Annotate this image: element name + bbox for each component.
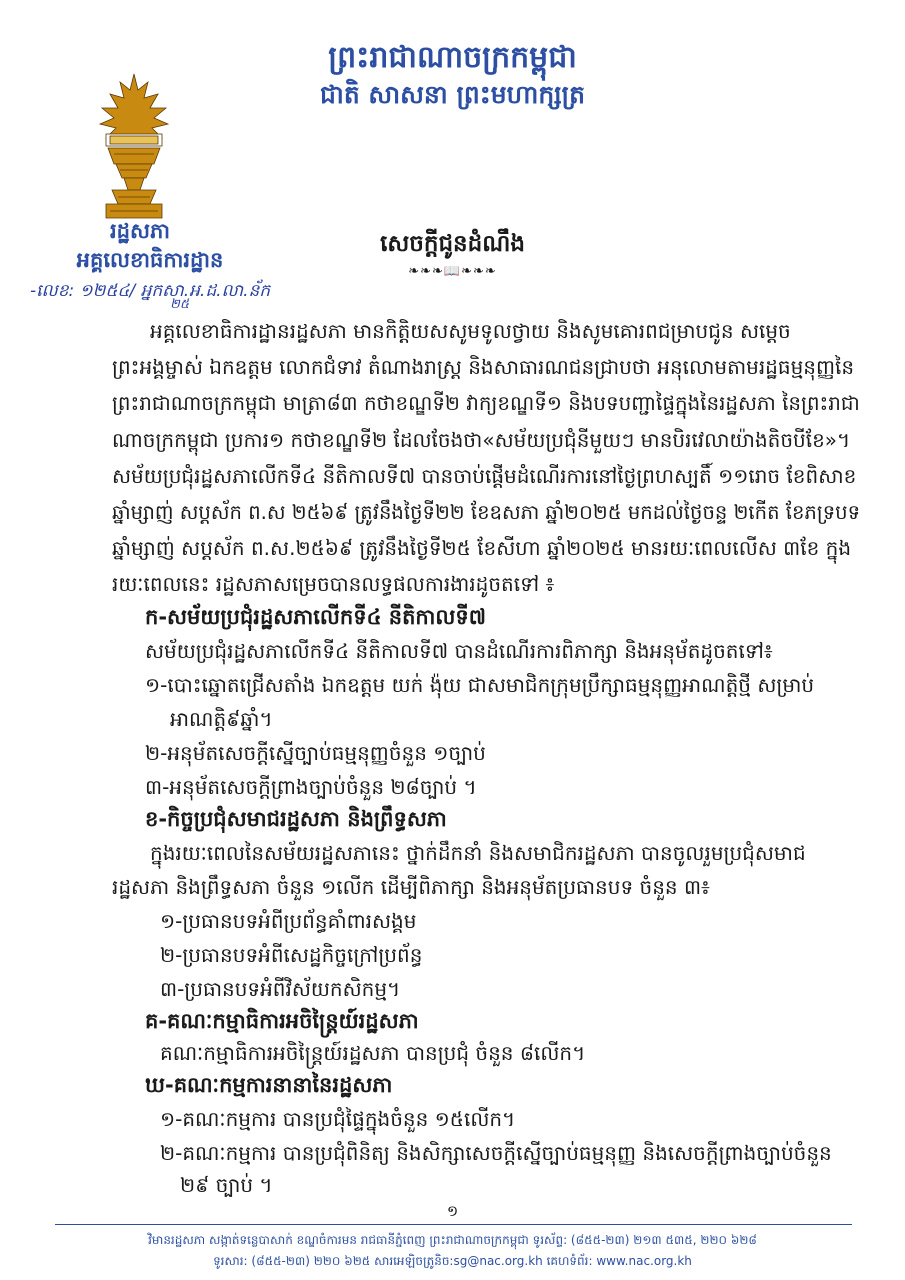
intro-line-5: សម័យប្រជុំរដ្ឋសភាលើកទី៤ នីតិកាលទី៧ បានចាប់ផ្តើមដំណើរការនៅថ្ងៃព្រហស្បតិ៍ ១១រោច ខែពិសាខ	[112, 464, 857, 488]
section-ko-text: គណៈកម្មាធិការអចិន្ត្រៃយ៍រដ្ឋសភា បានប្រជុំ ចំនួន ៨លើក។	[160, 1041, 586, 1065]
document-title: សេចក្តីជូនដំណឹង	[380, 231, 525, 257]
section-kho-item-2-cont: ២៩ ច្បាប់ ។	[180, 1173, 273, 1197]
national-assembly-emblem	[96, 72, 172, 222]
section-kho-item-1: ១-គណៈកម្មការ បានប្រជុំផ្ទៃក្នុងចំនួន ១៥លើក។	[160, 1107, 516, 1131]
intro-line-3: ព្រះរាជាណាចក្រកម្ពុជា មាត្រា៨៣ កថាខណ្ឌទី២ វាក្យខណ្ឌទី១ និងបទបញ្ជាផ្ទៃក្នុងនៃរដ្ឋសភា នៃព្រះរាជា	[112, 391, 860, 415]
section-kho-item-2: ២-គណៈកម្មការ បានប្រជុំពិនិត្យ និងសិក្សាសេចក្តីស្នើច្បាប់ធម្មនុញ្ញ និងសេចក្តីព្រាងច្បាប់ចំនួន	[160, 1141, 832, 1165]
intro-line-7: ឆ្នាំម្សាញ់ សប្តស័ក ព.ស.២៥៦៩ ត្រូវនឹងថ្ងៃទី២៥ ខែសីហា ឆ្នាំ២០២៥ មានរយៈពេលលើស ៣ខែ ក្នុង	[112, 536, 852, 560]
intro-line-2: ព្រះអង្គម្ចាស់ ឯកឧត្តម លោកជំទាវ តំណាងរាស្ត្រ និងសាធារណជនជ្រាបថា អនុលោមតាមរដ្ឋធម្មនុញ្ញនៃ	[112, 355, 855, 379]
section-ka-item-3: ៣-អនុម័តសេចក្តីព្រាងច្បាប់ចំនួន ២៨ច្បាប់ ។	[145, 775, 477, 799]
section-kha-heading: ខ-កិច្ចប្រជុំសមាជរដ្ឋសភា និងព្រឹទ្ធសភា	[145, 807, 447, 831]
section-ka-item-1: ១-បោះឆ្នោតជ្រើសតាំង ឯកឧត្តម យក់ ង៉ុយ ជាសមាជិកក្រុមប្រឹក្សាធម្មនុញ្ញអាណត្តិថ្មី សម្រាប់	[145, 673, 815, 697]
section-kho-heading: ឃ-គណៈកម្មការនានានៃរដ្ឋសភា	[145, 1073, 393, 1097]
ministry-name: រដ្ឋសភា	[110, 219, 170, 243]
page-number: ១	[446, 1202, 459, 1220]
section-kha-item-2: ២-ប្រធានបទអំពីសេដ្ឋកិច្ចក្រៅប្រព័ន្ធ	[160, 943, 423, 967]
kingdom-title: ព្រះរាជាណាចក្រកម្ពុជា	[328, 40, 577, 75]
section-kha-item-3: ៣-ប្រធានបទអំពីវិស័យកសិកម្ម។	[160, 977, 401, 1001]
secretariat-name: អគ្គលេខាធិការដ្ឋាន	[76, 248, 224, 272]
section-kha-line-2: រដ្ឋសភា និងព្រឹទ្ធសភា ចំនួន ១លើក ដើម្បីពិភាក្សា និងអនុម័តប្រធានបទ ចំនួន ៣៖	[112, 875, 710, 899]
footer-divider	[55, 1224, 852, 1225]
intro-line-1: អគ្គលេខាធិការដ្ឋានរដ្ឋសភា មានកិត្តិយសសូមទូលថ្វាយ និងសូមគោរពជម្រាបជូន សម្តេច	[150, 319, 791, 343]
intro-line-4: ណាចក្រកម្ពុជា ប្រការ១ កថាខណ្ឌទី២ ដែលចែងថា«សម័យប្រជុំនីមួយៗ មានបិរវេលាយ៉ាងតិចបីខែ»។	[112, 428, 851, 452]
section-ka-text: សម័យប្រជុំរដ្ឋសភាលើកទី៤ នីតិកាលទី៧ បានដំណើរការពិភាក្សា និងអនុម័តដូចតទៅ៖	[145, 639, 773, 663]
intro-line-8: រយៈពេលនេះ រដ្ឋសភាសម្រេចបានលទ្ធផលការងារដូចតទៅ ៖	[112, 572, 555, 596]
section-ko-heading: គ-គណៈកម្មាធិការអចិន្ត្រៃយ៍រដ្ឋសភា	[145, 1009, 419, 1033]
section-ka-item-1-cont: អាណត្តិ៩ឆ្នាំ។	[170, 707, 273, 731]
section-kha-item-1: ១-ប្រធានបទអំពីប្រព័ន្ធគាំពារសង្គម	[160, 909, 417, 933]
title-ornament: ❧❧❧📖❧❧❧	[408, 264, 497, 279]
reference-number: -លេខ: ១២៥៤/ អ្នកសា.អ.ដ.លា.ន័ក	[30, 281, 271, 301]
footer-contact: ទូរសារ: (៨៥៥-២៣) ២២០ ៦២៥ សារអេឡិចត្រូនិច:sg@nac.org.kh គេហទំព័រ: www.nac.org.kh	[213, 1254, 692, 1268]
section-kha-line-1: ក្នុងរយៈពេលនៃសម័យរដ្ឋសភានេះ ថ្នាក់ដឹកនាំ និងសមាជិករដ្ឋសភា បានចូលរួមប្រជុំសមាជ	[150, 841, 806, 865]
section-ka-heading: ក-សម័យប្រជុំរដ្ឋសភាលើកទី៤ នីតិកាលទី៧	[145, 605, 486, 629]
intro-line-6: ឆ្នាំម្សាញ់ សប្តស័ក ព.ស ២៥៦៩ ត្រូវនឹងថ្ងៃទី២២ ខែឧសភា ឆ្នាំ២០២៥ មកដល់ថ្ងៃចន្ទ ២កើត ខែភទ្របទ	[112, 500, 861, 524]
section-ka-item-2: ២-អនុម័តសេចក្តីស្នើច្បាប់ធម្មនុញ្ញចំនួន ១ច្បាប់	[145, 741, 486, 765]
reference-year: ២៥	[170, 297, 190, 312]
national-motto: ជាតិ សាសនា ព្រះមហាក្សត្រ	[320, 80, 585, 109]
footer-address: វិមានរដ្ឋសភា សង្កាត់ទន្លេបាសាក់ ខណ្ឌចំការមន រាជធានីភ្នំពេញ ព្រះរាជាណាចក្រកម្ពុជា ទូរស័ព្ទ: (៨៥៥-២៣) ២១៣ ៥៣៥, ២២០ ៦២៨	[148, 1233, 757, 1247]
